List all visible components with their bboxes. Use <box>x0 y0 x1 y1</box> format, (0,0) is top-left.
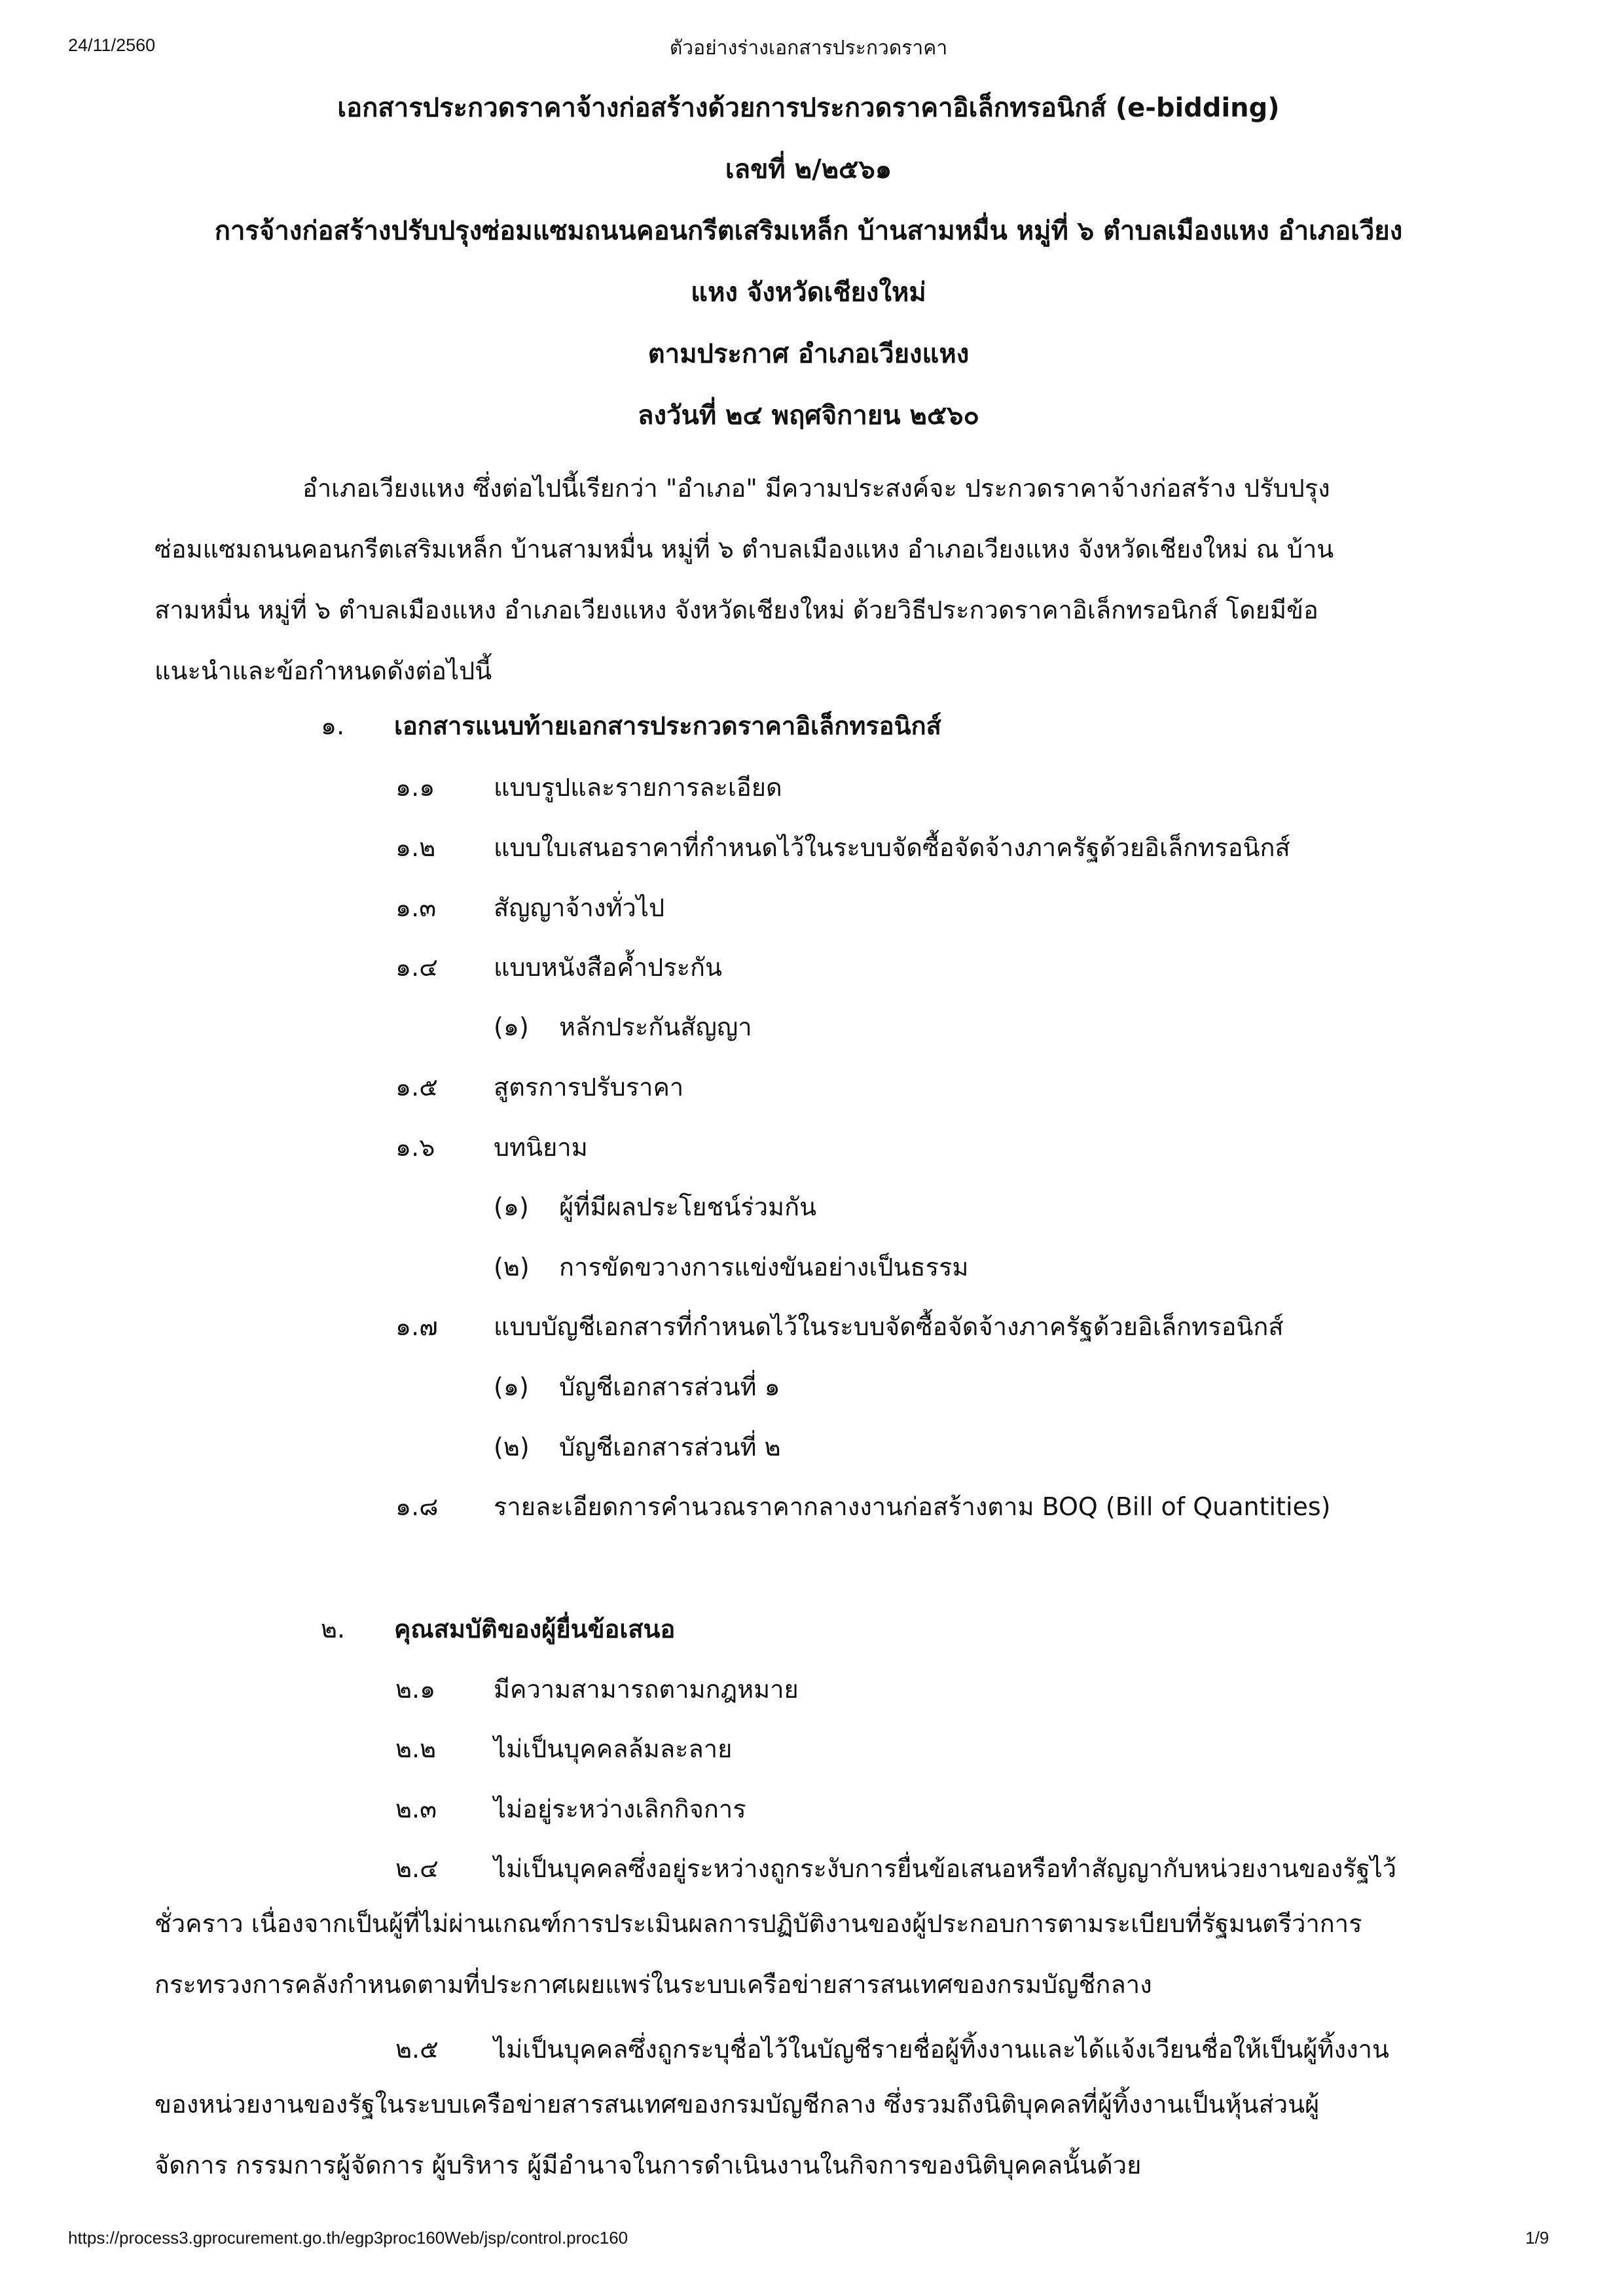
print-date: 24/11/2560 <box>68 35 156 55</box>
item-number: ๑.๓ <box>395 893 437 922</box>
paragraph-line: จัดการ กรรมการผู้จัดการ ผู้บริหาร ผู้มีอำนาจในการดำเนินงานในกิจการของนิติบุคคลนั้นด้วย <box>154 2151 1142 2179</box>
item-number: ๒.๒ <box>395 1734 437 1763</box>
item-text: สัญญาจ้างทั่วไป <box>494 893 665 922</box>
sub-item-text: ผู้ที่มีผลประโยชน์ร่วมกัน <box>559 1193 817 1221</box>
intro-line: อำเภอเวียงแหง ซึ่งต่อไปนี้เรียกว่า "อำเภอ" มีความประสงค์จะ ประกวดราคาจ้างก่อสร้าง ปรับปรุง <box>302 474 1330 503</box>
announcement-ref: ตามประกาศ อำเภอเวียงแหง <box>647 339 970 369</box>
item-number: ๑.๑ <box>395 773 435 802</box>
item-text: ไม่เป็นบุคคลซึ่งอยู่ระหว่างถูกระงับการยื่นข้อเสนอหรือทำสัญญากับหน่วยงานของรัฐไว้ <box>494 1854 1397 1883</box>
sub-item-text: การขัดขวางการแข่งขันอย่างเป็นธรรม <box>559 1253 969 1282</box>
item-continuation <box>154 2074 1464 2196</box>
page-number: 1/9 <box>1525 2228 1550 2248</box>
sub-item-text: หลักประกันสัญญา <box>559 1013 752 1041</box>
item-number: ๑.๗ <box>395 1312 438 1341</box>
item-text: ไม่เป็นบุคคลซึ่งถูกระบุชื่อไว้ในบัญชีรายชื่อผู้ทิ้งงานและได้แจ้งเวียนชื่อให้เป็นผู้ทิ้งงาน <box>494 2035 1389 2064</box>
title-line: เอกสารประกวดราคาจ้างก่อสร้างด้วยการประกวดราคาอิเล็กทรอนิกส์ (e-bidding) <box>337 93 1280 123</box>
footer-url: https://process3.gprocurement.go.th/egp3proc160Web/jsp/control.proc160 <box>68 2228 628 2248</box>
item-number: ๑.๖ <box>395 1133 435 1162</box>
item-text: บทนิยาม <box>494 1133 588 1162</box>
item-text: สูตรการปรับราคา <box>494 1073 684 1102</box>
item-number: ๒.๕ <box>395 2035 439 2064</box>
item-number: ๑.๕ <box>395 1073 438 1102</box>
paragraph-line: กระทรวงการคลังกำหนดตามที่ประกาศเผยแพร่ในระบบเครือข่ายสารสนเทศของกรมบัญชีกลาง <box>154 1970 1152 1999</box>
item-text: แบบบัญชีเอกสารที่กำหนดไว้ในระบบจัดซื้อจัดจ้างภาครัฐด้วยอิเล็กทรอนิกส์ <box>494 1312 1284 1341</box>
item-text: มีความสามารถตามกฎหมาย <box>494 1675 799 1704</box>
sub-item-number: (๑) <box>494 1013 529 1041</box>
title-line: แหง จังหวัดเชียงใหม่ <box>691 278 926 308</box>
item-text: แบบรูปและรายการละเอียด <box>494 773 782 802</box>
intro-line: ซ่อมแซมถนนคอนกรีตเสริมเหล็ก บ้านสามหมื่น หมู่ที่ ๖ ตำบลเมืองแหง อำเภอเวียงแหง จังหวัดเชียงใหม่ ณ บ้าน <box>154 535 1334 564</box>
item-number: ๑.๘ <box>395 1492 439 1521</box>
item-text: ไม่อยู่ระหว่างเลิกกิจการ <box>494 1795 746 1823</box>
document-number: เลขที่ ๒/๒๕๖๑ <box>725 154 892 185</box>
document-label: ตัวอย่างร่างเอกสารประกวดราคา <box>669 37 948 60</box>
item-text: รายละเอียดการคำนวณราคากลางงานก่อสร้างตาม BOQ (Bill of Quantities) <box>494 1492 1331 1521</box>
intro-line: แนะนำและข้อกำหนดดังต่อไปนี้ <box>154 656 492 685</box>
item-text: ไม่เป็นบุคคลล้มละลาย <box>494 1734 733 1763</box>
section-title: เอกสารแนบท้ายเอกสารประกวดราคาอิเล็กทรอนิกส์ <box>394 711 941 740</box>
sub-item-number: (๒) <box>494 1253 530 1282</box>
item-number: ๑.๔ <box>395 953 438 982</box>
item-number: ๒.๔ <box>395 1854 439 1883</box>
title-line: การจ้างก่อสร้างปรับปรุงซ่อมแซมถนนคอนกรีตเสริมเหล็ก บ้านสามหมื่น หมู่ที่ ๖ ตำบลเมืองแหง อำเภอเวียง <box>214 216 1403 246</box>
paragraph-line: ชั่วคราว เนื่องจากเป็นผู้ที่ไม่ผ่านเกณฑ์การประเมินผลการปฏิบัติงานของผู้ประกอบการตามระเบียบที่รัฐมนตรีว่าการ <box>154 1909 1362 1938</box>
announcement-date: ลงวันที่ ๒๔ พฤศจิกายน ๒๕๖๐ <box>638 401 979 431</box>
document-title <box>0 77 1617 446</box>
sub-item-number: (๑) <box>494 1193 529 1221</box>
section-number: ๒. <box>321 1615 346 1643</box>
intro-paragraph <box>154 458 1444 702</box>
item-continuation <box>154 1893 1464 2015</box>
item-number: ๒.๑ <box>395 1675 436 1704</box>
item-number: ๒.๓ <box>395 1795 437 1823</box>
section-number: ๑. <box>321 711 345 740</box>
intro-line: สามหมื่น หมู่ที่ ๖ ตำบลเมืองแหง อำเภอเวียงแหง จังหวัดเชียงใหม่ ด้วยวิธีประกวดราคาอิเล็กทรอนิกส์ โดยมีข้อ <box>154 596 1318 624</box>
paragraph-line: ของหน่วยงานของรัฐในระบบเครือข่ายสารสนเทศของกรมบัญชีกลาง ซึ่งรวมถึงนิติบุคคลที่ผู้ทิ้งงานเป็นหุ้นส่วนผู้ <box>154 2090 1320 2119</box>
item-number: ๑.๒ <box>395 833 436 862</box>
item-text: แบบใบเสนอราคาที่กำหนดไว้ในระบบจัดซื้อจัดจ้างภาครัฐด้วยอิเล็กทรอนิกส์ <box>494 833 1290 862</box>
sub-item-number: (๒) <box>494 1433 530 1462</box>
sub-item-text: บัญชีเอกสารส่วนที่ ๒ <box>559 1433 781 1462</box>
section-title: คุณสมบัติของผู้ยื่นข้อเสนอ <box>394 1615 676 1643</box>
item-text: แบบหนังสือค้ำประกัน <box>494 953 723 982</box>
sub-item-number: (๑) <box>494 1372 529 1401</box>
sub-item-text: บัญชีเอกสารส่วนที่ ๑ <box>559 1372 780 1401</box>
